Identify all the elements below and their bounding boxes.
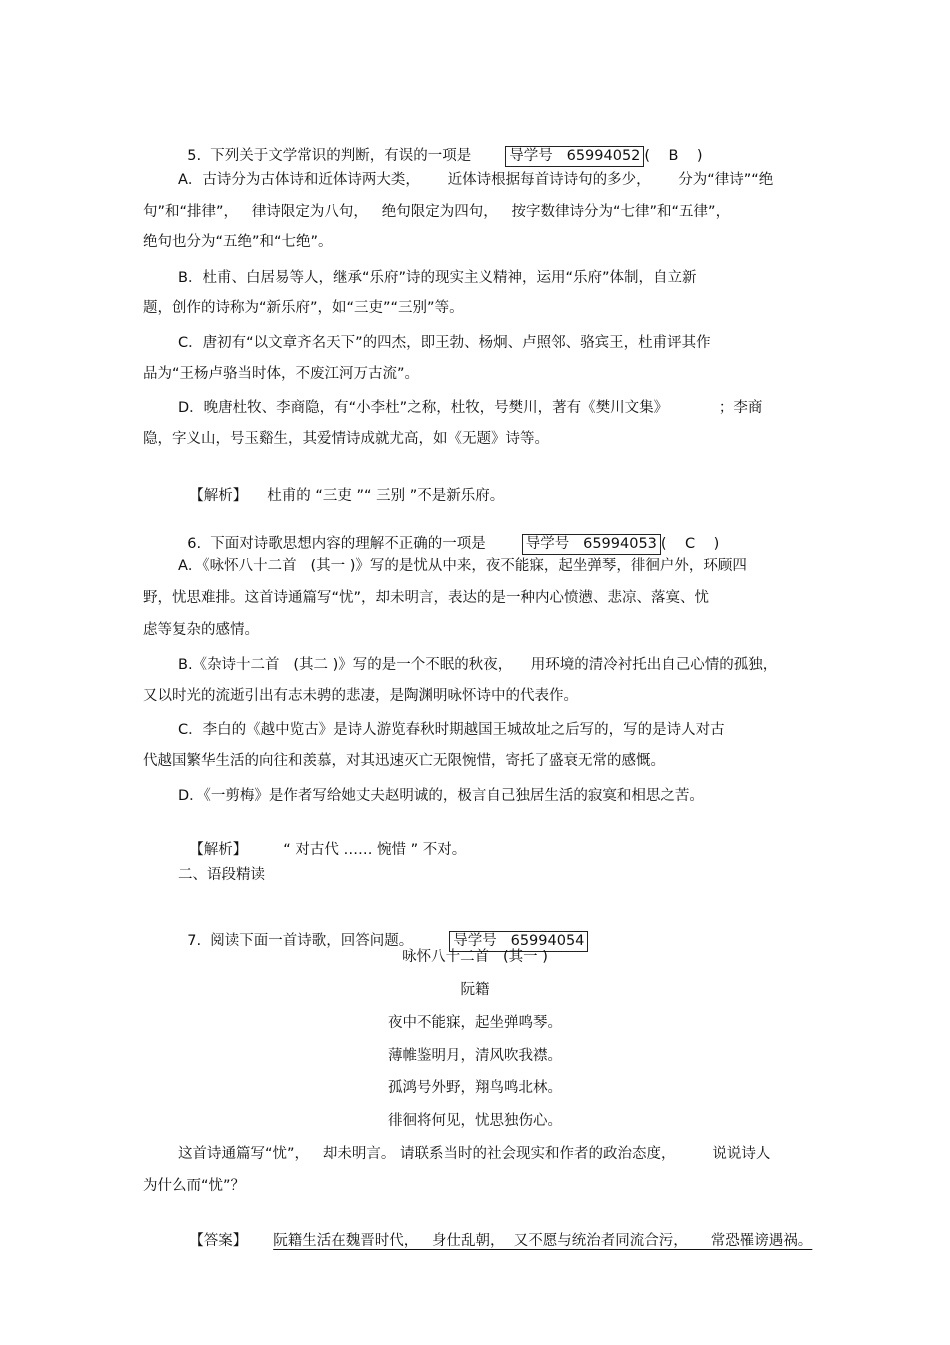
q6-guide-box: 导学号 65994053 xyxy=(522,534,661,555)
poem-line: 夜中不能寐，起坐弹鸣琴。 xyxy=(388,1015,562,1031)
q5-option-a-line1: A．古诗分为古体诗和近体诗两大类， 近体诗根据每首诗诗句的多少， 分为“律诗”“绝 xyxy=(178,172,774,188)
poem-title: 咏怀八十二首 (其一 ) xyxy=(402,949,548,965)
q5-stem-line xyxy=(178,126,703,167)
q5-stem: 5. 下列关于文学常识的判断，有误的一项是 xyxy=(187,148,472,164)
q6-option-d-line1: D．《一剪梅》是作者写给她丈夫赵明诚的，极言自己独居生活的寂寞和相思之苦。 xyxy=(178,788,704,804)
q5-guide-box: 导学号 65994052 xyxy=(505,146,644,167)
q6-stem: 6. 下面对诗歌思想内容的理解不正确的一项是 xyxy=(187,536,486,552)
poem-line: 薄帷鉴明月，清风吹我襟。 xyxy=(388,1048,562,1064)
q5-option-c-line2: 品为“王杨卢骆当时体，不废江河万古流”。 xyxy=(143,366,420,382)
poem-line: 徘徊将何见，忧思独伤心。 xyxy=(388,1113,562,1129)
q5-analysis-text: 杜甫的 “三吏 ”“ 三别 ”不是新乐府。 xyxy=(267,488,505,504)
q5-analysis-label: 【解析】 xyxy=(189,488,248,504)
poem-author: 阮籍 xyxy=(460,982,490,998)
q6-analysis xyxy=(180,820,466,860)
q5-option-d-line2: 隐，字义山，号玉谿生，其爱情诗成就尤高，如《无题》诗等。 xyxy=(143,431,549,447)
q6-option-b-line1: B.《杂诗十二首 (其二 )》写的是一个不眠的秋夜， 用环境的清冷衬托出自己心情的孤独， xyxy=(178,657,778,673)
q6-analysis-label: 【解析】 xyxy=(189,842,248,858)
q5-option-b-line2: 题，创作的诗称为“新乐府”，如“三吏”“三别”等。 xyxy=(143,300,464,316)
q6-option-a-line1: A．《咏怀八十二首 (其一 )》写的是忧从中来，夜不能寐，起坐弹琴，徘徊户外，环顾四 xyxy=(178,558,747,574)
q5-analysis xyxy=(180,466,504,506)
q6-stem-line xyxy=(178,514,719,555)
q7-answer-label: 【答案】 xyxy=(189,1233,248,1249)
q7-stem: 7. 阅读下面一首诗歌，回答问题。 xyxy=(187,933,414,949)
q7-answer-text: 阮籍生活在魏晋时代， 身仕乱朝， 又不愿与统治者同流合污， 常恐罹谤遇祸。 xyxy=(273,1233,813,1249)
q6-option-b-line2: 又以时光的流逝引出有志未骋的悲凄，是陶渊明咏怀诗中的代表作。 xyxy=(143,688,578,704)
q5-option-d-line1: D．晚唐杜牧、李商隐，有“小李杜”之称，杜牧，号樊川，著有《樊川文集》 ；李商 xyxy=(178,400,763,416)
poem-line: 孤鸿号外野，翔鸟鸣北林。 xyxy=(388,1080,562,1096)
section-heading: 二、语段精读 xyxy=(178,867,265,883)
q7-guide-box: 导学号 65994054 xyxy=(449,931,588,952)
q6-option-c-line1: C．李白的《越中览古》是诗人游览春秋时期越国王城故址之后写的，写的是诗人对古 xyxy=(178,722,725,738)
q6-option-c-line2: 代越国繁华生活的向往和羡慕，对其迅速灭亡无限惋惜，寄托了盛衰无常的感慨。 xyxy=(143,753,665,769)
q6-analysis-text: “ 对古代 …… 惋惜 ” 不对。 xyxy=(283,842,467,858)
q5-option-b-line1: B．杜甫、白居易等人，继承“乐府”诗的现实主义精神，运用“乐府”体制，自立新 xyxy=(178,270,697,286)
q5-option-a-line2: 句”和“排律”， 律诗限定为八句， 绝句限定为四句， 按字数律诗分为“七律”和“五律”， xyxy=(143,204,731,220)
q7-question-line2: 为什么而“忧”？ xyxy=(143,1178,246,1194)
q5-option-a-line3: 绝句也分为“五绝”和“七绝”。 xyxy=(143,234,333,250)
q7-stem-line xyxy=(178,911,588,952)
q6-option-a-line2: 野，忧思难排。这首诗通篇写“忧”，却未明言，表达的是一种内心愤懑、悲凉、落寞、忧 xyxy=(143,590,710,606)
q7-question-line1: 这首诗通篇写“忧”， 却未明言。 请联系当时的社会现实和作者的政治态度， 说说诗人 xyxy=(178,1146,771,1162)
q6-option-a-line3: 虑等复杂的感情。 xyxy=(143,622,259,638)
q7-answer xyxy=(180,1211,812,1251)
q6-answer: ( C ) xyxy=(660,536,720,552)
q5-option-c-line1: C．唐初有“以文章齐名天下”的四杰，即王勃、杨炯、卢照邻、骆宾王，杜甫评其作 xyxy=(178,335,711,351)
q5-answer: ( B ) xyxy=(644,148,703,164)
